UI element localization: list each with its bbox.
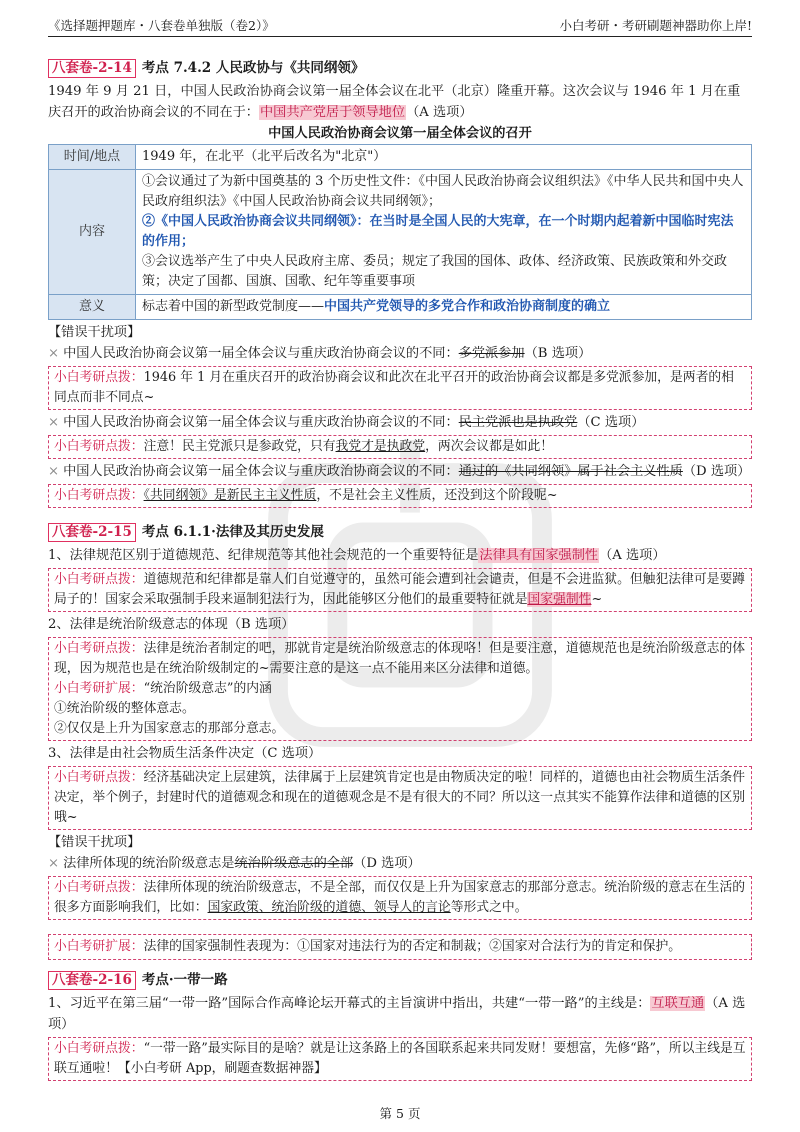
tip-text: ，不是社会主义性质，还没到这个阶段呢~ bbox=[316, 488, 558, 503]
header-left-title: 《选择题押题库・八套卷单独版（卷2）》 bbox=[48, 18, 275, 33]
wrong-option-label: （D 选项） bbox=[682, 464, 751, 479]
wrong-option-strike: 统治阶级意志的全部 bbox=[234, 856, 354, 871]
tip-tag: 小白考研点拨： bbox=[54, 641, 144, 656]
answer-highlight: 互联互通 bbox=[651, 996, 705, 1011]
answer-option: （A 选项） bbox=[406, 105, 473, 120]
content-point-3: ③会议选举产生了中央人民政府主席、委员；规定了我国的国体、政体、经济政策、民族政策和外交政策；决定了国都、国旗、国歌、纪年等重要事项 bbox=[142, 254, 728, 289]
extend-point: ①统治阶级的整体意志。 bbox=[54, 701, 195, 716]
tip-underline: 我党才是执政党 bbox=[335, 439, 426, 454]
question-topic: 考点 6.1.1·法律及其历史发展 bbox=[141, 524, 324, 540]
table-value: 1949 年，在北平（北平后改名为"北京"） bbox=[136, 145, 752, 170]
answer-option: （A 选项） bbox=[48, 996, 746, 1032]
table-row bbox=[49, 295, 752, 320]
tip-box bbox=[48, 766, 752, 830]
question-statement bbox=[48, 545, 752, 566]
tip-text: “一带一路”最实际目的是啥？就是让这条路上的各国联系起来共同发财！要想富，先修“路”，所以主线是互联互通啦！【小白考研 App，刷题查数据神器】 bbox=[54, 1041, 746, 1076]
tip-box bbox=[48, 484, 752, 508]
question-badge: 八套卷-2-15 bbox=[48, 523, 136, 542]
tip-box bbox=[48, 366, 752, 410]
page-number: 第 5 页 bbox=[379, 1106, 421, 1121]
wrong-option bbox=[48, 343, 752, 364]
content-point-2: ②《中国人民政治协商会议共同纲领》：在当时是全国人民的大宪章，在一个时期内起着新中国临时宪法的作用； bbox=[142, 214, 734, 249]
table-row bbox=[49, 170, 752, 295]
tip-tag: 小白考研点拨： bbox=[54, 572, 144, 587]
table-title: 中国人民政治协商会议第一届全体会议的召开 bbox=[268, 126, 532, 141]
wrong-option-label: （C 选项） bbox=[577, 415, 645, 430]
tip-underline: 国家强制性 bbox=[527, 592, 592, 607]
answer-highlight: 法律具有国家强制性 bbox=[479, 548, 599, 563]
cross-icon: × bbox=[48, 464, 60, 479]
tip-underline: 国家政策、统治阶级的道德、领导人的言论 bbox=[207, 900, 451, 915]
significance-highlight: 中国共产党领导的多党合作和政治协商制度的确立 bbox=[324, 299, 611, 314]
table-value bbox=[136, 170, 752, 295]
tip-box bbox=[48, 435, 752, 459]
table-row bbox=[49, 145, 752, 170]
significance-text: 标志着中国的新型政党制度—— bbox=[142, 299, 325, 314]
extend-tag: 小白考研扩展： bbox=[54, 681, 144, 696]
table-key: 意义 bbox=[49, 295, 136, 320]
tip-box bbox=[48, 568, 752, 612]
statement-text: 1、法律规范区别于道德规范、纪律规范等其他社会规范的一个重要特征是 bbox=[48, 548, 479, 563]
wrong-option-text: 中国人民政治协商会议第一届全体会议与重庆政治协商会议的不同： bbox=[63, 415, 459, 430]
question-topic: 考点 7.4.2 人民政协与《共同纲领》 bbox=[141, 60, 365, 76]
table-value bbox=[136, 295, 752, 320]
wrong-option-label: （D 选项） bbox=[353, 856, 421, 871]
wrong-option-label: （B 选项） bbox=[524, 346, 592, 361]
cross-icon: × bbox=[48, 346, 60, 361]
tip-text: 法律所体现的统治阶级意志，不是全部，而仅仅是上升为国家意志的那部分意志。统治阶级的意志在生活的很多方面影响我们，比如： bbox=[54, 880, 746, 915]
tip-box bbox=[48, 876, 752, 920]
question-badge: 八套卷-2-16 bbox=[48, 971, 136, 990]
tip-text: 经济基础决定上层建筑，法律属于上层建筑肯定也是由物质决定的啦！同样的，道德也由社会物质生活条件决定，举个例子，封建时代的道德观念和现在的道德观念是不是有很大的不同？所以这一点其实不能算作法律和道德的区别哦~ bbox=[54, 770, 746, 825]
extend-title: “统治阶级意志”的内涵 bbox=[143, 681, 272, 696]
wrong-option-text: 中国人民政治协商会议第一届全体会议与重庆政治协商会议的不同： bbox=[63, 464, 459, 479]
content-point-1: ①会议通过了为新中国奠基的 3 个历史性文件：《中国人民政治协商会议组织法》《中华人民共和国中央人民政府组织法》《中国人民政治协商会议共同纲领》； bbox=[142, 174, 744, 209]
tip-tag: 小白考研点拨： bbox=[54, 488, 144, 503]
wrong-option bbox=[48, 461, 752, 482]
wrong-option-strike: 通过的《共同纲领》属于社会主义性质 bbox=[458, 464, 683, 479]
question-header bbox=[48, 970, 752, 990]
tip-text: 道德规范和纪律都是靠人们自觉遵守的，虽然可能会遭到社会谴责，但是不会进监狱。但触犯法律可是要蹲局子的！国家会采取强制手段来逼制犯法行为，因此能够区分他们的最重要特征就是 bbox=[54, 572, 746, 607]
stem-text: 1949 年 9 月 21 日，中国人民政治协商会议第一届全体会议在北平（北京）隆重开幕。这次会议与 1946 年 1 月在重庆召开的政治协商会议的不同在于： bbox=[48, 84, 741, 120]
extend-box bbox=[48, 934, 752, 960]
tip-text: 等形式之中。 bbox=[450, 900, 528, 915]
tip-tag: 小白考研点拨： bbox=[54, 370, 144, 385]
tip-text: 注意！民主党派只是参政党，只有 bbox=[143, 439, 336, 454]
tip-text: 法律是统治者制定的吧，那就肯定是统治阶级意志的体现咯！但是要注意，道德规范也是统治阶级意志的体现，因为规范也是在统治阶级制定的~需要注意的是这一点不能用来区分法律和道德。 bbox=[54, 641, 746, 676]
question-header bbox=[48, 58, 752, 78]
question-header bbox=[48, 522, 752, 542]
answer-highlight: 中国共产党居于领导地位 bbox=[260, 105, 406, 120]
question-statement: 3、法律是由社会物质生活条件决定（C 选项） bbox=[48, 746, 322, 761]
page-header bbox=[48, 12, 752, 37]
wrong-option bbox=[48, 412, 752, 433]
header-right-slogan: 小白考研・考研刷题神器助你上岸! bbox=[559, 18, 752, 33]
tip-tag: 小白考研点拨： bbox=[54, 770, 144, 785]
wrong-option-text: 法律所体现的统治阶级意志是 bbox=[63, 856, 235, 871]
answer-option: （A 选项） bbox=[599, 548, 666, 563]
wrong-options-title: 【错误干扰项】 bbox=[48, 835, 141, 850]
cross-icon: × bbox=[48, 415, 60, 430]
extend-tag: 小白考研扩展： bbox=[54, 939, 144, 954]
table-key: 时间/地点 bbox=[49, 145, 136, 170]
question-topic: 考点·一带一路 bbox=[141, 972, 228, 988]
tip-underline: 《共同纲领》是新民主主义性质 bbox=[143, 488, 317, 503]
extend-point: ②仅仅是上升为国家意志的那部分意志。 bbox=[54, 721, 285, 736]
tip-tag: 小白考研点拨： bbox=[54, 1041, 144, 1056]
table-key: 内容 bbox=[49, 170, 136, 295]
tip-text: 1946 年 1 月在重庆召开的政治协商会议和此次在北平召开的政治协商会议都是多党派参加，是两者的相同点而非不同点~ bbox=[54, 370, 734, 405]
wrong-option bbox=[48, 853, 752, 874]
statement-text: 1、习近平在第三届“一带一路”国际合作高峰论坛开幕式的主旨演讲中指出，共建“一带一路”的主线是： bbox=[48, 996, 651, 1011]
wrong-option-strike: 民主党派也是执政党 bbox=[458, 415, 578, 430]
content bbox=[48, 58, 752, 1083]
wrong-option-text: 中国人民政治协商会议第一届全体会议与重庆政治协商会议的不同： bbox=[63, 346, 459, 361]
tip-tag: 小白考研点拨： bbox=[54, 880, 144, 895]
question-statement bbox=[48, 993, 752, 1035]
summary-table bbox=[48, 144, 752, 320]
question-stem bbox=[48, 81, 752, 123]
tip-text: ，两次会议都是如此！ bbox=[425, 439, 554, 454]
question-statement: 2、法律是统治阶级意志的体现（B 选项） bbox=[48, 617, 295, 632]
extend-text: 法律的国家强制性表现为：①国家对违法行为的否定和制裁；②国家对合法行为的肯定和保护。 bbox=[143, 939, 682, 954]
cross-icon: × bbox=[48, 856, 60, 871]
tip-tag: 小白考研点拨： bbox=[54, 439, 144, 454]
wrong-option-strike: 多党派参加 bbox=[458, 346, 525, 361]
tip-text: ~ bbox=[591, 592, 603, 607]
question-badge: 八套卷-2-14 bbox=[48, 59, 136, 78]
tip-box bbox=[48, 637, 752, 741]
tip-box bbox=[48, 1037, 752, 1081]
wrong-options-title: 【错误干扰项】 bbox=[48, 325, 141, 340]
